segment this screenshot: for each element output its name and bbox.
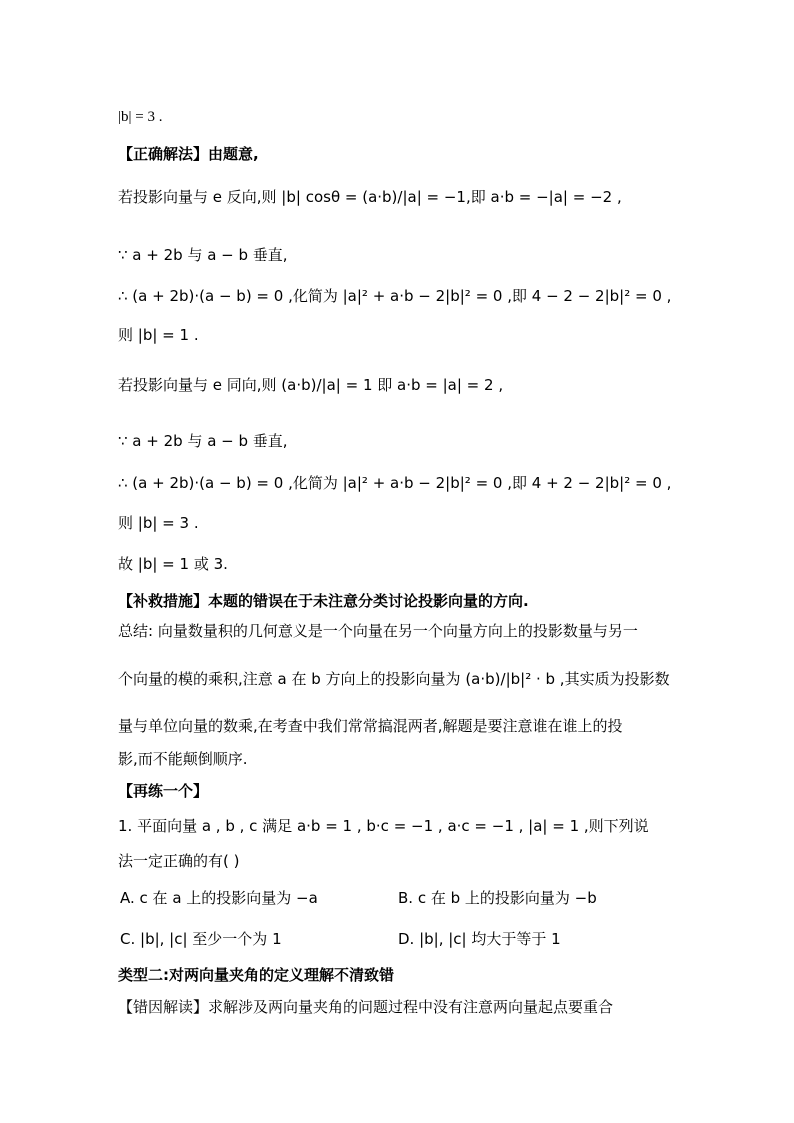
option-a: A. c 在 a 上的投影向量为 −a xyxy=(120,889,318,907)
section-heading-practice: 【再练一个】 xyxy=(118,782,209,800)
text-line-11: 故 |b| = 1 或 3. xyxy=(118,555,228,573)
section-heading-correct-solution: 【正确解法】由题意, xyxy=(118,145,259,163)
summary-line-2: 个向量的模的乘积,注意 a 在 b 方向上的投影向量为 (a·b)/|b|² · b ,其实质为投影数 xyxy=(118,670,670,688)
option-d: D. |b|, |c| 均大于等于 1 xyxy=(398,930,561,948)
summary-line-1: 总结: 向量数量积的几何意义是一个向量在另一个向量方向上的投影数量与另一 xyxy=(118,622,638,640)
text-line-10: 则 |b| = 3 . xyxy=(118,514,199,532)
section-heading-type-two: 类型二:对两向量夹角的定义理解不清致错 xyxy=(118,966,395,984)
text-line-9: ∴ (a + 2b)·(a − b) = 0 ,化简为 |a|² + a·b − 2|b|² = 0 ,即 4 + 2 − 2|b|² = 0 , xyxy=(118,474,672,492)
text-line-8: ∵ a + 2b 与 a − b 垂直, xyxy=(118,432,288,450)
option-c: C. |b|, |c| 至少一个为 1 xyxy=(120,930,282,948)
text-line-3: 若投影向量与 e 反向,则 |b| cosθ = (a·b)/|a| = −1,即 a·b = −|a| = −2 , xyxy=(118,188,622,206)
question-line-1: 1. 平面向量 a , b , c 满足 a·b = 1 , b·c = −1 , a·c = −1 , |a| = 1 ,则下列说 xyxy=(118,817,649,835)
text-line-7: 若投影向量与 e 同向,则 (a·b)/|a| = 1 即 a·b = |a| = 2 , xyxy=(118,376,504,394)
text-line-6: 则 |b| = 1 . xyxy=(118,326,199,344)
error-analysis-line: 【错因解读】求解涉及两向量夹角的问题过程中没有注意两向量起点要重合 xyxy=(118,998,614,1016)
text-line-5: ∴ (a + 2b)·(a − b) = 0 ,化简为 |a|² + a·b − 2|b|² = 0 ,即 4 − 2 − 2|b|² = 0 , xyxy=(118,287,672,305)
text-line-4: ∵ a + 2b 与 a − b 垂直, xyxy=(118,246,288,264)
option-b: B. c 在 b 上的投影向量为 −b xyxy=(398,889,597,907)
text-line-1: |b| = 3 . xyxy=(118,109,163,125)
question-line-2: 法一定正确的有( ) xyxy=(118,852,240,870)
summary-line-3: 量与单位向量的数乘,在考查中我们常常搞混两者,解题是要注意谁在谁上的投 xyxy=(118,717,623,735)
section-heading-remedy: 【补救措施】本题的错误在于未注意分类讨论投影向量的方向. xyxy=(118,592,529,610)
summary-line-4: 影,而不能颠倒顺序. xyxy=(118,750,248,768)
